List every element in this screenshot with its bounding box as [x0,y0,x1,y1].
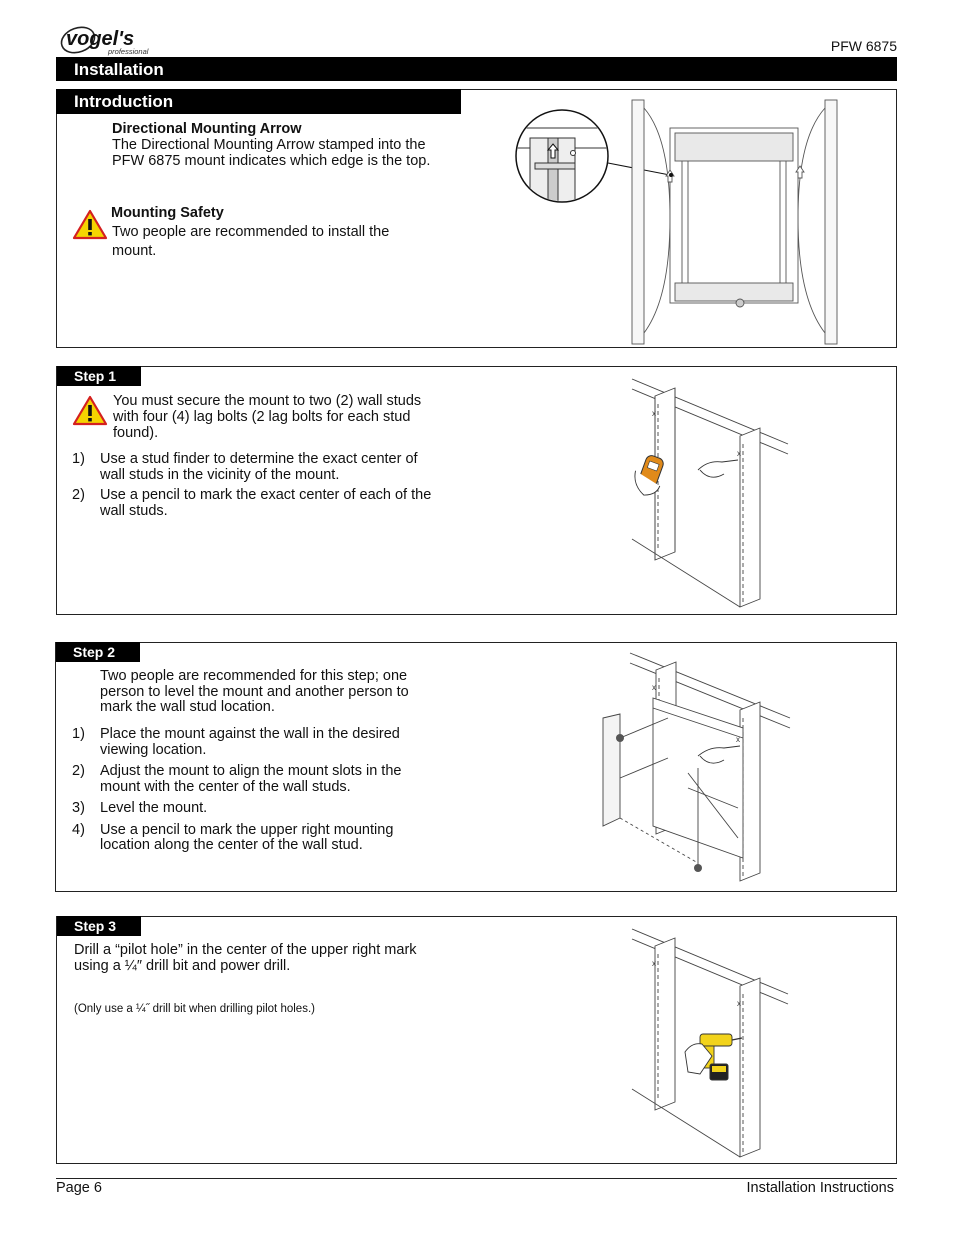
list-item: 3) Level the mount. [72,800,208,816]
step2-intro-3: mark the wall stud location. [100,699,275,715]
svg-text:x: x [652,959,656,968]
step3-text-1: Drill a “pilot hole” in the center of the upper right mark [74,942,417,958]
safety-text-1: Two people are recommended to install the [112,224,390,240]
svg-text:professional: professional [108,47,149,56]
step3-text-2: using a ¼″ drill bit and power drill. [74,958,291,974]
step3-label: Step 3 [57,916,141,936]
warning-icon [72,209,108,240]
svg-text:x: x [736,735,740,744]
arrow-heading: Directional Mounting Arrow [112,121,302,137]
arrow-text-2: PFW 6875 mount indicates which edge is the top. [112,153,431,169]
list-item: 2) Adjust the mount to align the mount slots in the mount with the center of the wall studs. [72,763,402,795]
list-item: 1) Place the mount against the wall in the desired viewing location. [72,726,400,758]
vogels-logo [58,18,158,58]
document-title: Installation Instructions [746,1180,894,1196]
section-title: Installation [56,57,897,81]
list-item: 4) Use a pencil to mark the upper right mounting location along the center of the wall stud. [72,821,394,853]
page-number: Page 6 [56,1180,102,1196]
list-item: 2) Use a pencil to mark the exact center of each of the wall studs. [72,487,432,519]
safety-heading: Mounting Safety [111,205,224,221]
introduction-title: Introduction [56,89,461,114]
footer-divider [56,1178,897,1179]
step1-warning-1: You must secure the mount to two (2) wall studs [113,393,422,409]
step1-warning-3: found). [113,425,159,441]
mount-leveling-illustration [598,648,793,886]
step2-list [72,727,472,854]
svg-text:vogel's: vogel's [66,28,135,50]
svg-text:x: x [652,409,656,418]
drill-illustration [630,924,790,1159]
arrow-text-1: The Directional Mounting Arrow stamped into the [112,137,426,153]
safety-text-2: mount. [112,243,157,259]
step2-label: Step 2 [56,642,140,662]
step2-intro-1: Two people are recommended for this step; one [100,668,408,684]
mount-front-illustration [630,98,842,346]
list-item: 1) Use a stud finder to determine the exact center of wall studs in the vicinity of the mount. [72,451,418,483]
step3-note: (Only use a ¼˝ drill bit when drilling pilot holes.) [74,1003,315,1015]
svg-text:x: x [652,683,656,692]
svg-text:x: x [737,999,741,1008]
step1-list [72,452,472,519]
step1-warning-2: with four (4) lag bolts (2 lag bolts for each stud [113,409,411,425]
step1-label: Step 1 [57,366,141,386]
stud-finder-illustration [630,374,790,609]
step2-intro-2: person to level the mount and another person to [100,684,409,700]
svg-text:x: x [737,449,741,458]
warning-icon [72,395,108,426]
model-number: PFW 6875 [830,38,897,54]
